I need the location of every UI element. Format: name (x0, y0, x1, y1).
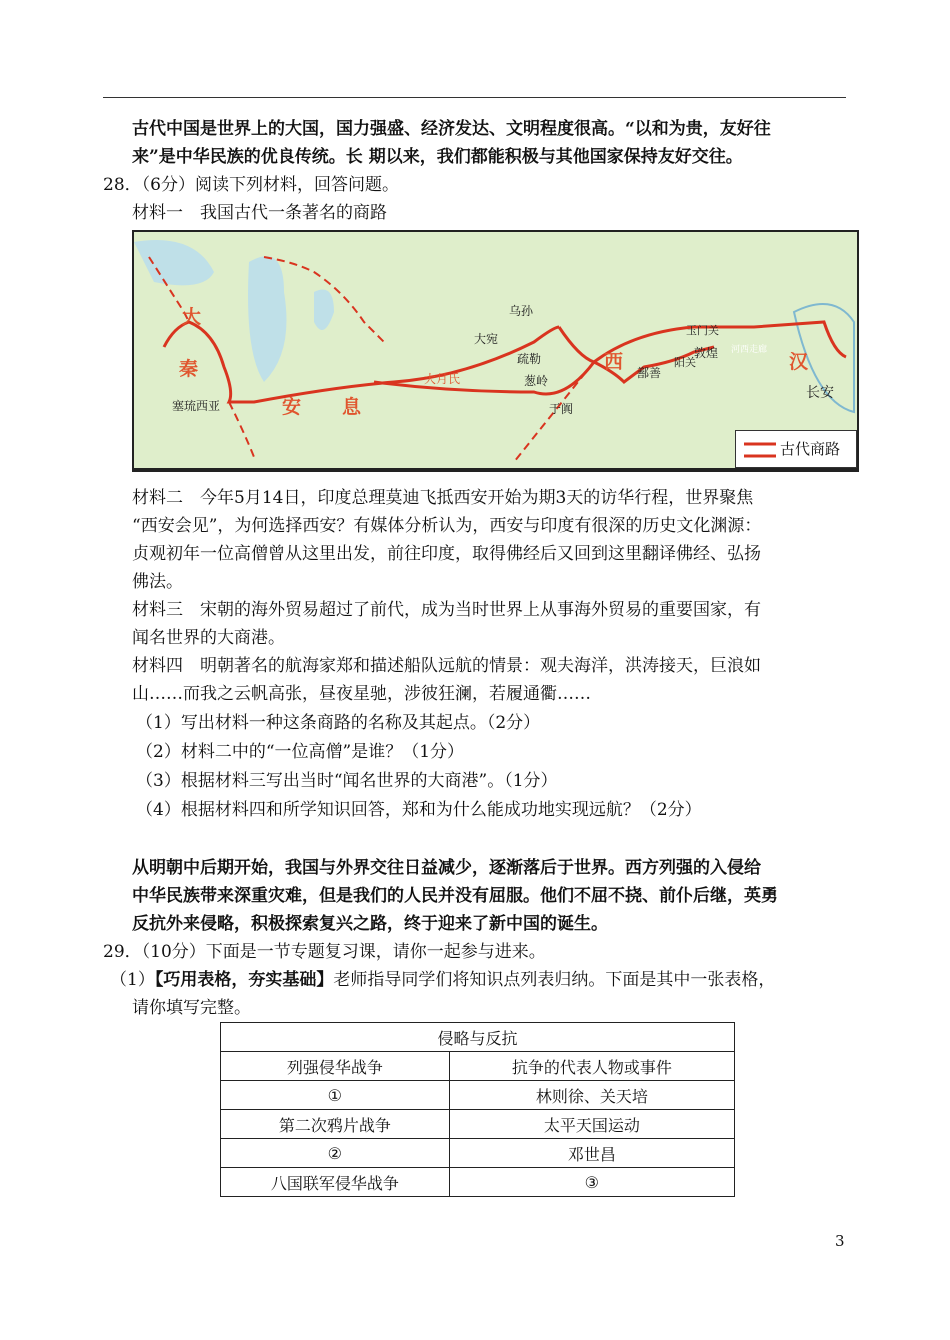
table-title: 侵略与反抗 (221, 1023, 735, 1052)
table-cell: 第二次鸦片战争 (221, 1110, 450, 1139)
intro-text: 从明朝中后期开始，我国与外界交往日益减少，逐渐落后于世界。西方列强的入侵给 (132, 858, 761, 878)
map-label-dawan: 大宛 (474, 332, 499, 346)
legend-route-icon (740, 434, 780, 464)
table-row (221, 1168, 735, 1197)
map-label-daqin: 秦 (179, 358, 199, 380)
table-cell: ① (221, 1081, 450, 1110)
table-cell: 八国联军侵华战争 (221, 1168, 450, 1197)
map-label-yangguan: 阳关 (674, 356, 696, 369)
question-29-sub (110, 966, 825, 994)
intro-text: 古代中国是世界上的大国，国力强盛、经济发达、文明程度很高。“以和为贵，友好往 (132, 119, 771, 139)
map-label-yumenguan: 玉门关 (686, 324, 719, 337)
table-row (221, 1110, 735, 1139)
question-item: （2）材料二中的“一位高僧”是谁？（1分） (136, 742, 465, 762)
table-row (221, 1139, 735, 1168)
material-2-text: 材料二 今年5月14日，印度总理莫迪飞抵西安开始为期3天的访华行程，世界聚焦 (132, 488, 754, 508)
map-label-daqin: 大 (182, 306, 202, 328)
page-number: 3 (835, 1232, 845, 1250)
material-3-text: 闻名世界的大商港。 (132, 628, 285, 648)
table-header: 列强侵华战争 (221, 1052, 450, 1081)
map-label-anxi: 息 (342, 396, 362, 418)
map-legend (735, 430, 857, 468)
material-2-text: 佛法。 (132, 572, 183, 592)
map-label-yutian: 于阗 (549, 402, 574, 416)
map-label-anxi: 安 (282, 396, 302, 418)
legend-label: 古代商路 (780, 440, 841, 458)
table-header: 抗争的代表人物或事件 (449, 1052, 734, 1081)
map-label-dayuezhi: 大月氏 (424, 372, 461, 386)
map-label-seleucia: 塞琉西亚 (172, 399, 221, 413)
map-label-hexi: 河西走廊 (731, 345, 768, 355)
map-label-congling: 葱岭 (524, 374, 549, 388)
map-label-changan: 长安 (806, 385, 834, 401)
map-label-dunhuang: 敦煌 (694, 346, 719, 360)
sub-text: 老师指导同学们将知识点列表归纳。下面是其中一张表格， (333, 970, 776, 990)
table-cell: 林则徐、关天培 (449, 1081, 734, 1110)
map-label-shule: 疏勒 (517, 352, 542, 366)
material-3-text: 材料三 宋朝的海外贸易超过了前代，成为当时世界上从事海外贸易的重要国家，有 (132, 600, 761, 620)
material-2-text: “西安会见”，为何选择西安？有媒体分析认为，西安与印度有很深的历史文化渊源： (132, 516, 762, 536)
intro-text: 中华民族带来深重灾难，但是我们的人民并没有屈服。他们不屈不挠、前仆后继，英勇 (132, 886, 778, 906)
material-4-text: 山……而我之云帆高张，昼夜星驰，涉彼狂澜，若履通衢…… (132, 684, 591, 704)
header-rule (103, 97, 846, 98)
map-label-shanshan: 鄯善 (637, 366, 662, 380)
table-cell: ② (221, 1139, 450, 1168)
sub-prefix: （1） (110, 970, 155, 990)
map-label-han: 汉 (789, 351, 809, 373)
material-2-text: 贞观初年一位高僧曾从这里出发，前往印度，取得佛经后又回到这里翻译佛经、弘扬 (132, 544, 761, 564)
question-item: （3）根据材料三写出当时“闻名世界的大商港”。（1分） (136, 771, 558, 791)
question-item: （1）写出材料一种这条商路的名称及其起点。（2分） (136, 713, 541, 733)
map-label-wusun: 乌孙 (509, 304, 534, 318)
table-row (221, 1081, 735, 1110)
question-29-title: 29．（10分）下面是一节专题复习课，请你一起参与进来。 (103, 942, 546, 962)
table-cell: 邓世昌 (449, 1139, 734, 1168)
table-cell: 太平天国运动 (449, 1110, 734, 1139)
material-1-caption: 材料一 我国古代一条著名的商路 (132, 203, 387, 223)
silk-road-map (132, 230, 859, 472)
sub-heading: 【巧用表格，夯实基础】 (154, 970, 334, 990)
material-4-text: 材料四 明朝著名的航海家郑和描述船队远航的情景：观夫海洋，洪涛接天，巨浪如 (132, 656, 761, 676)
question-28-title: 28．（6分）阅读下列材料，回答问题。 (103, 175, 399, 195)
map-label-xiyu: 西 (604, 351, 624, 373)
intro-text: 来”是中华民族的优良传统。长 期以来，我们都能积极与其他国家保持友好交往。 (132, 147, 743, 167)
table-cell: ③ (449, 1168, 734, 1197)
invasion-resistance-table (220, 1022, 735, 1197)
sub-text: 请你填写完整。 (132, 998, 251, 1018)
question-item: （4）根据材料四和所学知识回答，郑和为什么能成功地实现远航？（2分） (136, 800, 702, 820)
intro-text: 反抗外来侵略，积极探索复兴之路，终于迎来了新中国的诞生。 (132, 914, 608, 934)
